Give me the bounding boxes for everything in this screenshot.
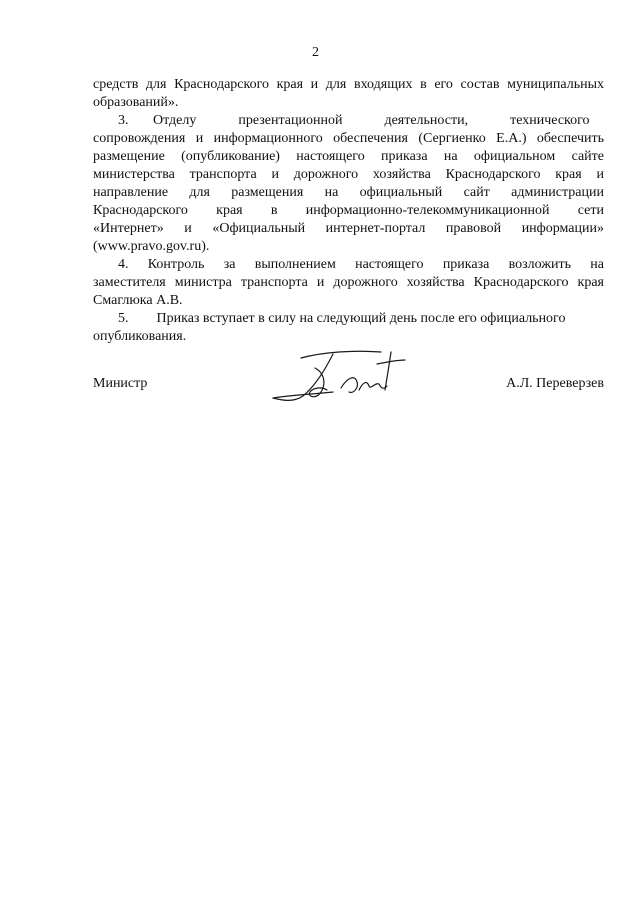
signature-block bbox=[93, 372, 604, 396]
paragraph-4-line: 4. Контроль за выполнением настоящего приказа возложить на bbox=[118, 257, 604, 272]
text-line: средств для Краснодарского края и для входящих в его состав муниципальных bbox=[93, 77, 604, 92]
text-line: образований». bbox=[93, 95, 179, 110]
paragraph-5-line: 5. Приказ вступает в силу на следующий день после его официального bbox=[118, 311, 566, 326]
signatory-title: Министр bbox=[93, 376, 148, 391]
text-line: «Интернет» и «Официальный интернет-портал правовой информации» bbox=[93, 221, 604, 236]
signatory-name: А.Л. Переверзев bbox=[506, 376, 604, 391]
text-line: размещение (опубликование) настоящего приказа на официальном сайте bbox=[93, 149, 604, 164]
text-line: министерства транспорта и дорожного хозяйства Краснодарского края и bbox=[93, 167, 604, 182]
text-line: Краснодарского края в информационно-телекоммуникационной сети bbox=[93, 203, 604, 218]
text-line: сопровождения и информационного обеспечения (Сергиенко Е.А.) обеспечить bbox=[93, 131, 604, 146]
paragraph-3-line: 3. Отделу презентационной деятельности, технического bbox=[118, 113, 590, 128]
text-line: (www.pravo.gov.ru). bbox=[93, 239, 210, 254]
document-body bbox=[93, 76, 604, 346]
text-line: заместителя министра транспорта и дорожного хозяйства Краснодарского края bbox=[93, 275, 604, 290]
text-line: направление для размещения на официальный сайт администрации bbox=[93, 185, 604, 200]
handwritten-signature bbox=[263, 348, 423, 408]
text-line: Смаглюка А.В. bbox=[93, 293, 183, 308]
page-number: 2 bbox=[312, 45, 319, 60]
text-line: опубликования. bbox=[93, 329, 187, 344]
